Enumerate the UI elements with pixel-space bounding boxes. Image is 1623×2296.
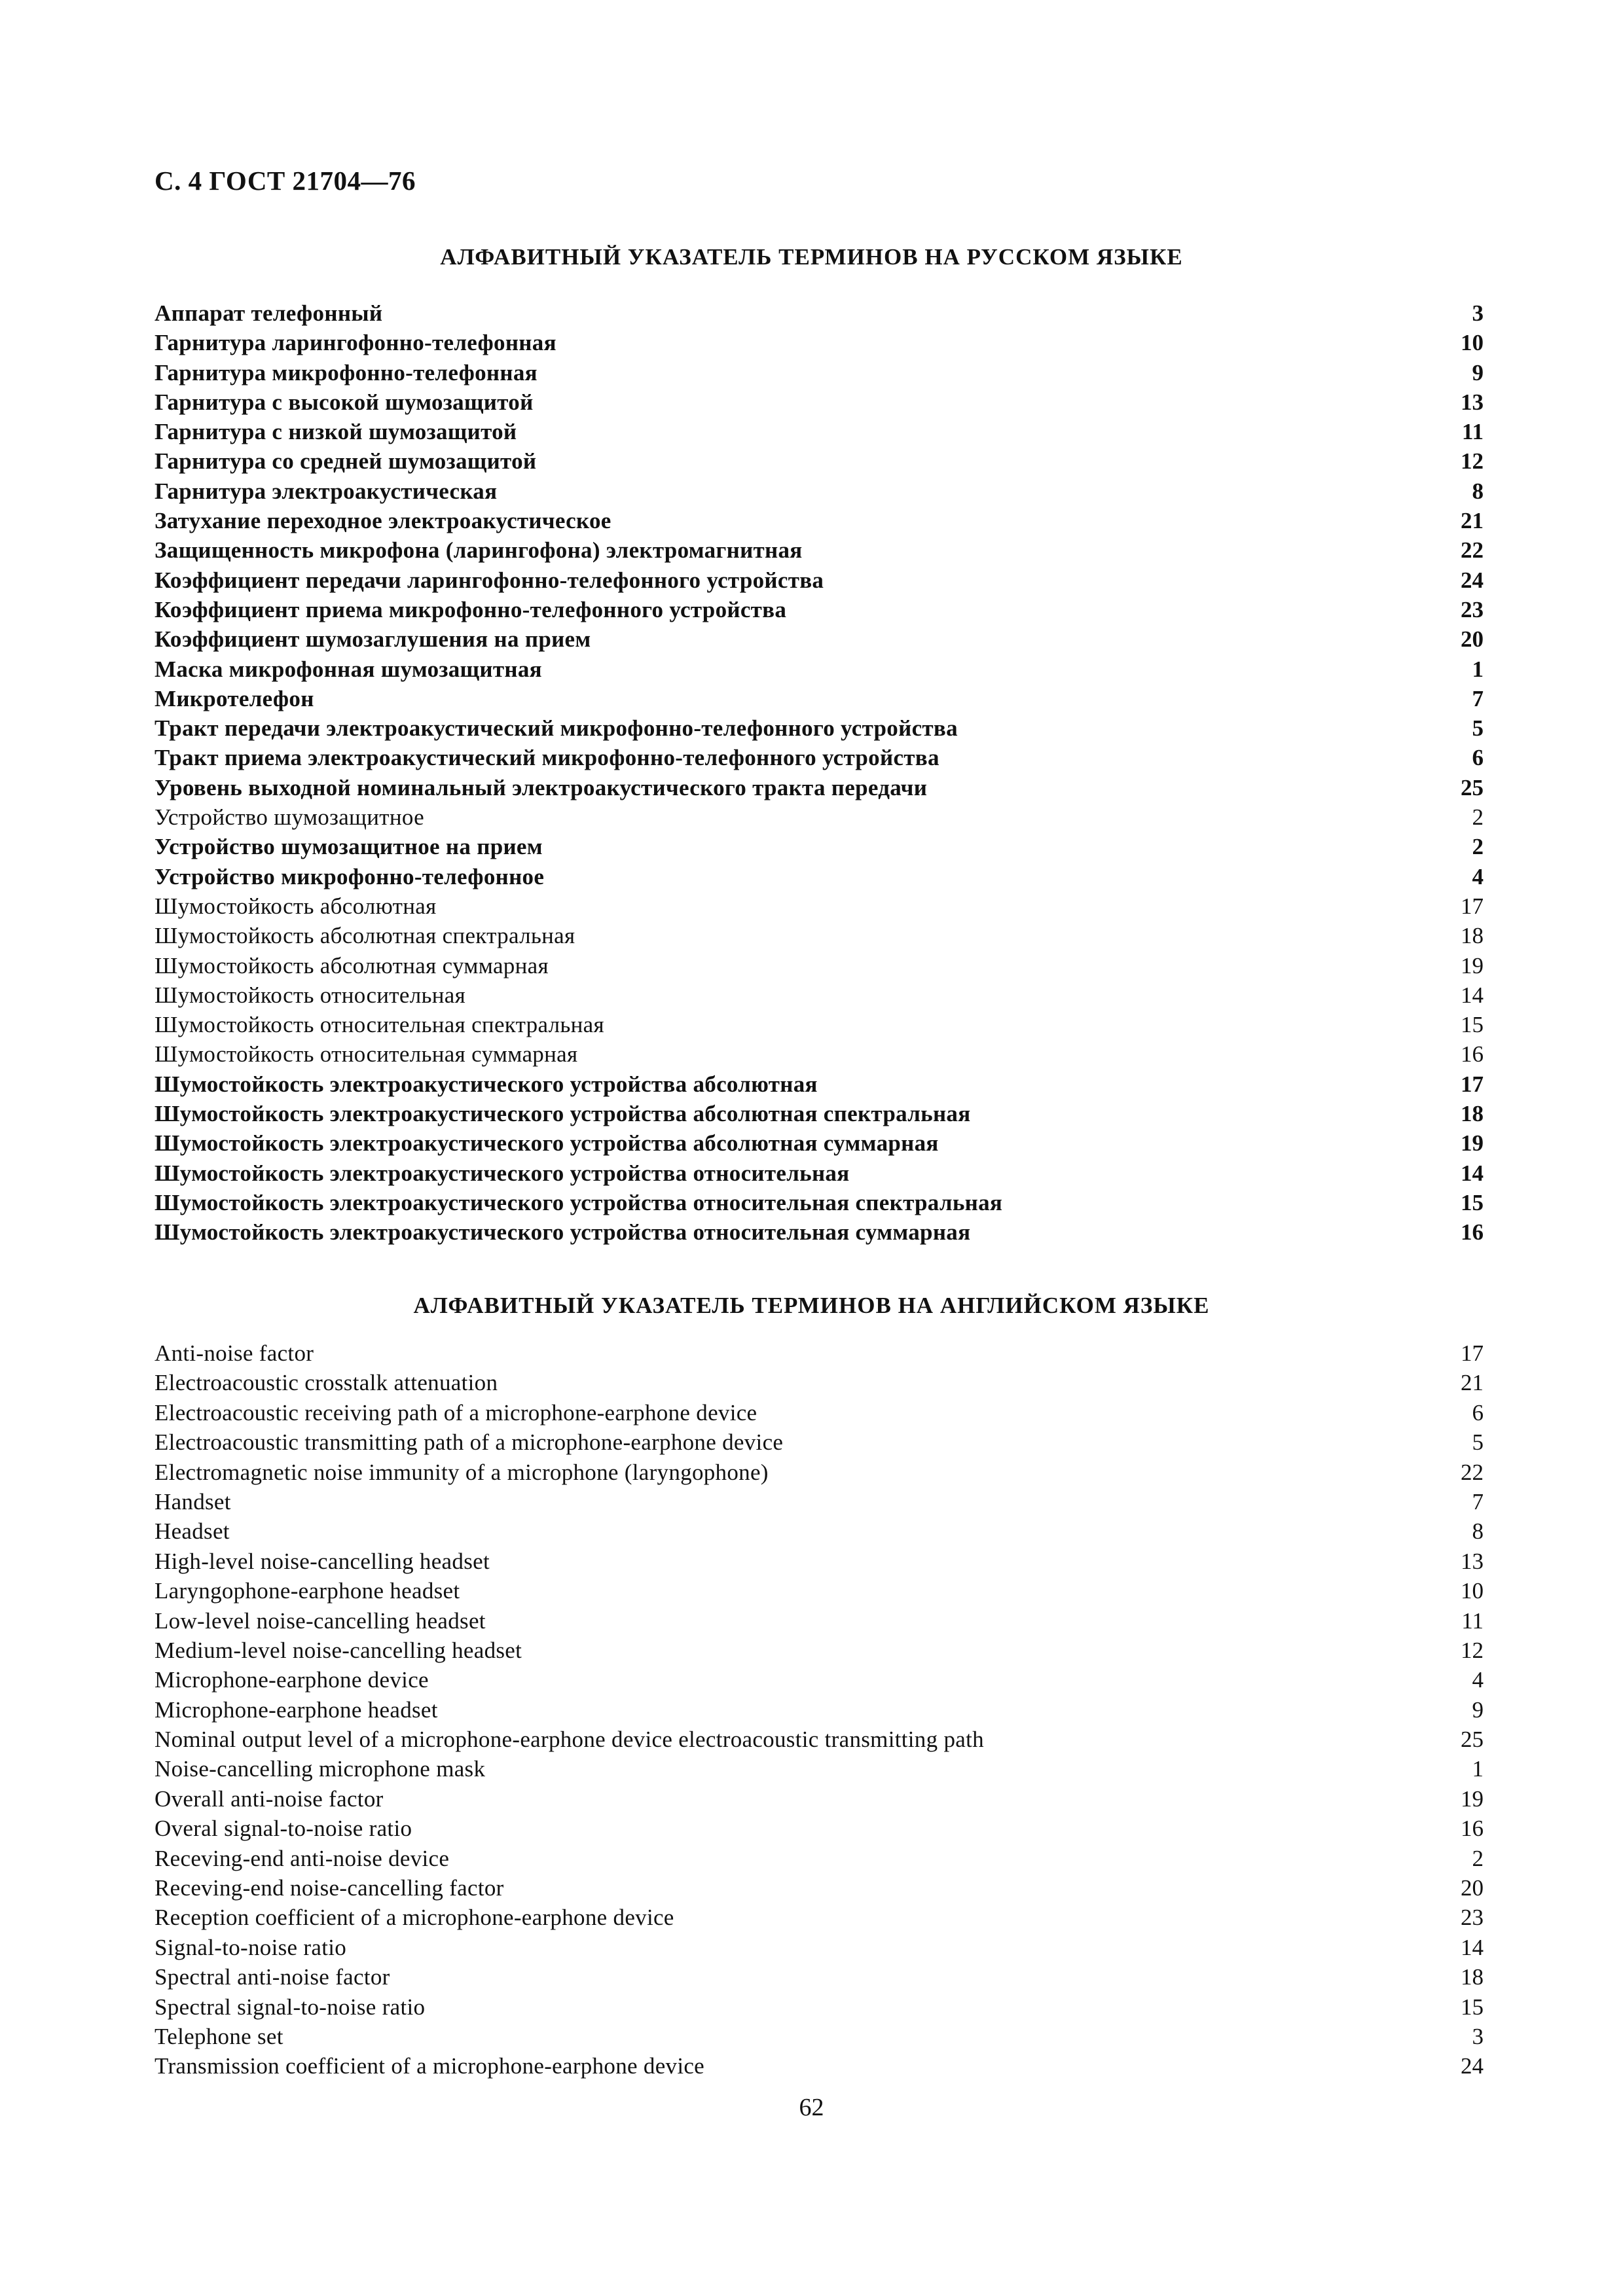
index-term: Устройство шумозащитное на прием xyxy=(155,834,543,860)
index-term-number: 25 xyxy=(1461,1727,1484,1753)
index-term: Тракт передачи электроакустический микрофонно-телефонного устройства xyxy=(155,715,958,742)
index-term: Микротелефон xyxy=(155,685,314,711)
index-entry xyxy=(155,1368,1484,1397)
index-term-number: 10 xyxy=(1461,330,1484,356)
index-term-number: 14 xyxy=(1461,1160,1484,1186)
index-term: Spectral signal-to-noise ratio xyxy=(155,1994,426,2020)
index-term-number: 15 xyxy=(1461,1189,1484,1215)
index-term-number: 23 xyxy=(1461,1905,1484,1931)
index-term: Electromagnetic noise immunity of a microphone (laryngophone) xyxy=(155,1459,769,1485)
index-entry xyxy=(155,1962,1484,1992)
index-entry xyxy=(155,446,1484,476)
index-term-number: 9 xyxy=(1472,1696,1484,1723)
index-term: Коэффициент передачи ларингофонно-телефонного устройства xyxy=(155,567,824,593)
index-entry xyxy=(155,1039,1484,1069)
index-term-number: 24 xyxy=(1461,2053,1484,2079)
index-term-number: 1 xyxy=(1472,656,1484,682)
index-term: Microphone-earphone headset xyxy=(155,1696,438,1723)
index-term: Тракт приема электроакустический микрофонно-телефонного устройства xyxy=(155,745,939,771)
index-entry xyxy=(155,684,1484,713)
index-entry xyxy=(155,1069,1484,1099)
index-term-number: 20 xyxy=(1461,1875,1484,1901)
index-term-number: 6 xyxy=(1472,1399,1484,1426)
index-entry xyxy=(155,1754,1484,1784)
index-term: Telephone set xyxy=(155,2023,283,2049)
index-entry xyxy=(155,773,1484,802)
index-entry xyxy=(155,980,1484,1010)
index-term: Overall anti-noise factor xyxy=(155,1785,384,1812)
index-term-number: 24 xyxy=(1461,567,1484,593)
index-term-number: 23 xyxy=(1461,596,1484,622)
index-term-number: 13 xyxy=(1461,1548,1484,1574)
index-term: Шумостойкость электроакустического устройства абсолютная xyxy=(155,1071,818,1097)
index-entry xyxy=(155,802,1484,832)
index-entry xyxy=(155,713,1484,743)
index-term-number: 5 xyxy=(1472,1429,1484,1456)
index-term: Шумостойкость электроакустического устройства абсолютная суммарная xyxy=(155,1130,939,1157)
index-term: Аппарат телефонный xyxy=(155,300,383,326)
index-term: Шумостойкость абсолютная суммарная xyxy=(155,952,549,978)
index-term-number: 16 xyxy=(1461,1816,1484,1842)
index-entry xyxy=(155,1128,1484,1158)
index-term: Шумостойкость электроакустического устройства относительная xyxy=(155,1160,850,1186)
index-term: Шумостойкость относительная xyxy=(155,982,466,1008)
index-term-number: 2 xyxy=(1472,804,1484,831)
index-term-number: 15 xyxy=(1461,1994,1484,2020)
index-entry xyxy=(155,1784,1484,1814)
index-entry xyxy=(155,1695,1484,1725)
index-term: Electroacoustic receiving path of a microphone-earphone device xyxy=(155,1399,757,1426)
page-header: С. 4 ГОСТ 21704—76 xyxy=(155,166,416,196)
index-term: Electroacoustic transmitting path of a microphone-earphone device xyxy=(155,1429,784,1456)
index-term: Anti-noise factor xyxy=(155,1340,314,1366)
index-term-number: 13 xyxy=(1461,389,1484,415)
index-term: Шумостойкость электроакустического устройства относительная спектральная xyxy=(155,1189,1003,1215)
index-entry xyxy=(155,1217,1484,1247)
index-entry xyxy=(155,1398,1484,1427)
index-entry xyxy=(155,1873,1484,1903)
index-term-number: 19 xyxy=(1461,952,1484,978)
index-term-number: 12 xyxy=(1461,448,1484,475)
index-term: Шумостойкость электроакустического устройства относительная суммарная xyxy=(155,1219,971,1246)
index-term: Signal-to-noise ratio xyxy=(155,1934,347,1960)
russian-term-index xyxy=(155,298,1484,1247)
index-entry xyxy=(155,891,1484,921)
index-term-number: 14 xyxy=(1461,1934,1484,1960)
page-number: 62 xyxy=(799,2094,824,2121)
index-term-number: 17 xyxy=(1461,1071,1484,1097)
index-term-number: 5 xyxy=(1472,715,1484,742)
index-term: Маска микрофонная шумозащитная xyxy=(155,656,542,682)
index-term-number: 11 xyxy=(1461,419,1484,445)
index-term: Шумостойкость относительная спектральная xyxy=(155,1012,604,1038)
index-term-number: 12 xyxy=(1461,1637,1484,1663)
index-term-number: 16 xyxy=(1461,1041,1484,1067)
index-term: Overal signal-to-noise ratio xyxy=(155,1816,412,1842)
index-term-number: 7 xyxy=(1472,685,1484,711)
index-term: Гарнитура с высокой шумозащитой xyxy=(155,389,534,415)
index-term-number: 10 xyxy=(1461,1578,1484,1604)
index-term: Receving-end anti-noise device xyxy=(155,1845,450,1871)
index-term: Шумостойкость абсолютная xyxy=(155,893,437,919)
index-term: Electroacoustic crosstalk attenuation xyxy=(155,1370,498,1396)
index-entry xyxy=(155,387,1484,417)
index-entry xyxy=(155,1188,1484,1217)
index-term-number: 2 xyxy=(1472,1845,1484,1871)
index-term-number: 8 xyxy=(1472,1518,1484,1545)
index-entry xyxy=(155,1933,1484,1962)
english-index-title: АЛФАВИТНЫЙ УКАЗАТЕЛЬ ТЕРМИНОВ НА АНГЛИЙСКОМ ЯЗЫКЕ xyxy=(413,1293,1210,1318)
index-term-number: 3 xyxy=(1472,2023,1484,2049)
index-term: Гарнитура с низкой шумозащитой xyxy=(155,419,517,445)
index-term: Гарнитура микрофонно-телефонная xyxy=(155,359,538,386)
index-entry xyxy=(155,655,1484,684)
index-term-number: 6 xyxy=(1472,745,1484,771)
index-term: Transmission coefficient of a microphone-earphone device xyxy=(155,2053,705,2079)
index-term-number: 9 xyxy=(1472,359,1484,386)
index-term: Medium-level noise-cancelling headset xyxy=(155,1637,522,1663)
index-term: Nominal output level of a microphone-earphone device electroacoustic transmitting path xyxy=(155,1727,984,1753)
index-entry xyxy=(155,565,1484,595)
index-entry xyxy=(155,624,1484,654)
index-entry xyxy=(155,832,1484,861)
index-term-number: 21 xyxy=(1461,1370,1484,1396)
index-term: Receving-end noise-cancelling factor xyxy=(155,1875,504,1901)
index-entry xyxy=(155,1636,1484,1665)
index-entry xyxy=(155,535,1484,565)
index-term-number: 1 xyxy=(1472,1756,1484,1782)
index-term-number: 16 xyxy=(1461,1219,1484,1246)
index-entry xyxy=(155,1487,1484,1516)
index-term: Коэффициент приема микрофонно-телефонного устройства xyxy=(155,596,787,622)
index-term: Защищенность микрофона (ларингофона) электромагнитная xyxy=(155,537,803,564)
index-entry xyxy=(155,1458,1484,1487)
index-term-number: 17 xyxy=(1461,893,1484,919)
index-entry xyxy=(155,358,1484,387)
index-entry xyxy=(155,1606,1484,1636)
russian-index-title: АЛФАВИТНЫЙ УКАЗАТЕЛЬ ТЕРМИНОВ НА РУССКОМ ЯЗЫКЕ xyxy=(440,244,1183,270)
index-term: Handset xyxy=(155,1488,231,1515)
index-term: Spectral anti-noise factor xyxy=(155,1964,390,1990)
index-term-number: 19 xyxy=(1461,1130,1484,1157)
english-term-index xyxy=(155,1338,1484,2081)
index-term: Reception coefficient of a microphone-earphone device xyxy=(155,1905,674,1931)
index-entry xyxy=(155,595,1484,624)
index-term-number: 14 xyxy=(1461,982,1484,1008)
index-term: Шумостойкость относительная суммарная xyxy=(155,1041,578,1067)
index-entry xyxy=(155,921,1484,950)
index-term: Шумостойкость абсолютная спектральная xyxy=(155,923,575,949)
index-entry xyxy=(155,743,1484,772)
index-term-number: 17 xyxy=(1461,1340,1484,1366)
index-term-number: 22 xyxy=(1461,1459,1484,1485)
index-entry xyxy=(155,1338,1484,1368)
index-term-number: 18 xyxy=(1461,923,1484,949)
index-term: High-level noise-cancelling headset xyxy=(155,1548,490,1574)
index-term-number: 3 xyxy=(1472,300,1484,326)
index-term-number: 7 xyxy=(1472,1488,1484,1515)
index-term-number: 20 xyxy=(1461,626,1484,653)
index-term-number: 11 xyxy=(1461,1607,1484,1634)
index-entry xyxy=(155,1992,1484,2022)
index-entry xyxy=(155,1814,1484,1843)
index-term-number: 4 xyxy=(1472,1667,1484,1693)
index-entry xyxy=(155,328,1484,357)
index-term-number: 4 xyxy=(1472,863,1484,889)
index-term-number: 22 xyxy=(1461,537,1484,564)
index-entry xyxy=(155,2022,1484,2051)
index-entry xyxy=(155,506,1484,535)
index-term: Гарнитура со средней шумозащитой xyxy=(155,448,537,475)
index-entry xyxy=(155,862,1484,891)
index-entry xyxy=(155,1665,1484,1695)
index-term-number: 8 xyxy=(1472,478,1484,504)
index-entry xyxy=(155,951,1484,980)
index-entry xyxy=(155,476,1484,506)
index-entry xyxy=(155,1158,1484,1188)
index-term: Шумостойкость электроакустического устройства абсолютная спектральная xyxy=(155,1101,971,1127)
index-term-number: 21 xyxy=(1461,508,1484,534)
index-term-number: 15 xyxy=(1461,1012,1484,1038)
index-term: Устройство шумозащитное xyxy=(155,804,424,831)
index-term: Уровень выходной номинальный электроакустического тракта передачи xyxy=(155,774,928,800)
index-entry xyxy=(155,1010,1484,1039)
index-term: Коэффициент шумозаглушения на прием xyxy=(155,626,591,653)
index-term: Затухание переходное электроакустическое xyxy=(155,508,611,534)
index-entry xyxy=(155,1427,1484,1457)
index-term: Microphone-earphone device xyxy=(155,1667,429,1693)
index-term-number: 25 xyxy=(1461,774,1484,800)
index-term: Laryngophone-earphone headset xyxy=(155,1578,460,1604)
index-term: Low-level noise-cancelling headset xyxy=(155,1607,486,1634)
index-entry xyxy=(155,1516,1484,1546)
index-entry xyxy=(155,1725,1484,1754)
index-entry xyxy=(155,1547,1484,1576)
index-term-number: 18 xyxy=(1461,1964,1484,1990)
index-term: Гарнитура ларингофонно-телефонная xyxy=(155,330,556,356)
index-term-number: 2 xyxy=(1472,834,1484,860)
index-entry xyxy=(155,1844,1484,1873)
index-entry xyxy=(155,1099,1484,1128)
index-term: Устройство микрофонно-телефонное xyxy=(155,863,545,889)
index-entry xyxy=(155,298,1484,328)
index-term: Гарнитура электроакустическая xyxy=(155,478,498,504)
index-entry xyxy=(155,417,1484,446)
index-entry xyxy=(155,1903,1484,1932)
index-term-number: 18 xyxy=(1461,1101,1484,1127)
index-term: Noise-cancelling microphone mask xyxy=(155,1756,486,1782)
index-term: Headset xyxy=(155,1518,230,1545)
index-term-number: 19 xyxy=(1461,1785,1484,1812)
index-entry xyxy=(155,2051,1484,2081)
index-entry xyxy=(155,1576,1484,1605)
